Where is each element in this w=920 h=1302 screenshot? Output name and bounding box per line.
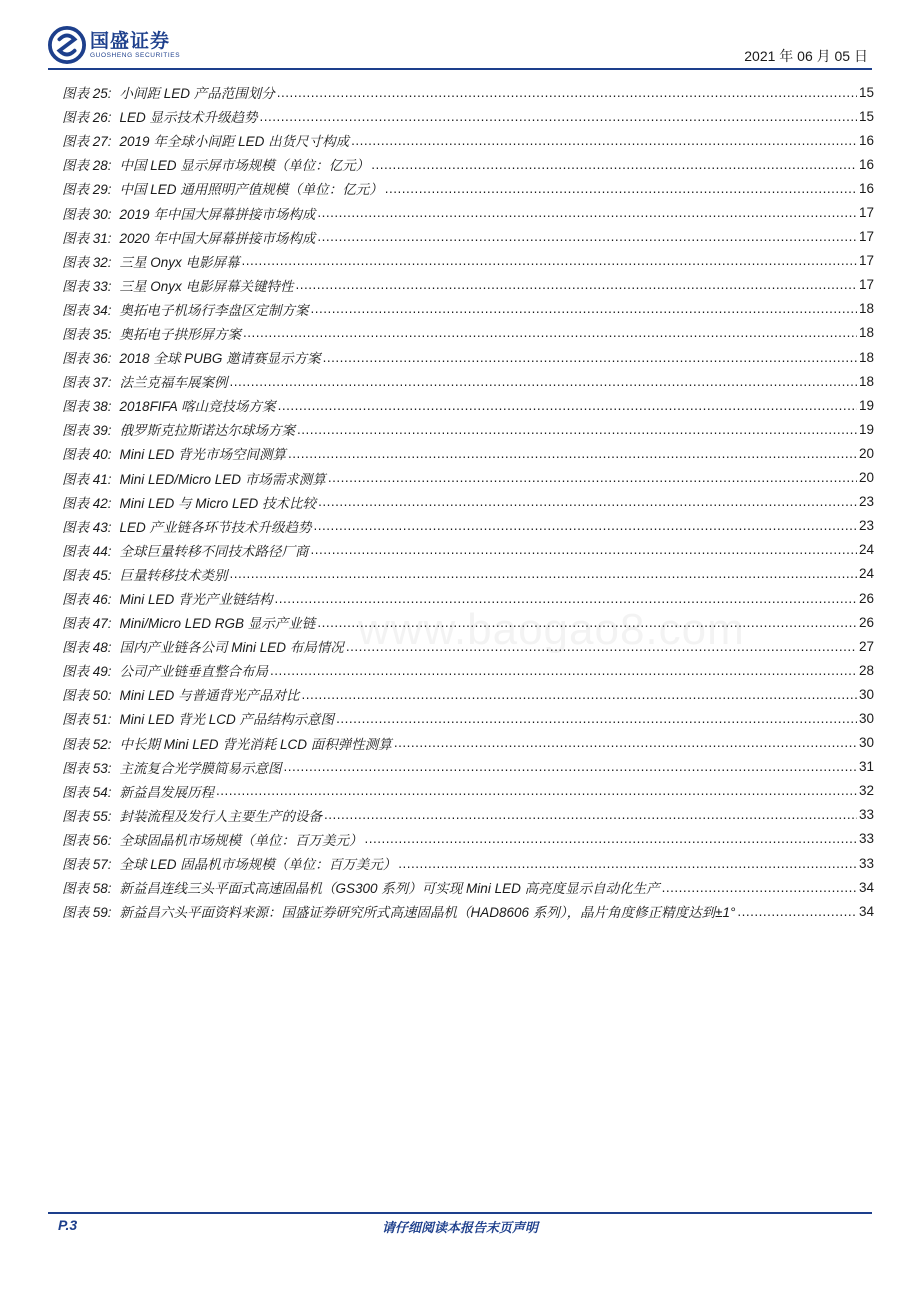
toc-entry-page: 33 [858, 831, 874, 847]
toc-entry[interactable] [62, 755, 874, 779]
toc-entry-title: 中长期 Mini LED 背光消耗 LCD 面积弹性测算 [119, 736, 392, 752]
toc-entry-page: 17 [858, 253, 874, 269]
toc-entry-page: 30 [858, 710, 874, 726]
toc-dot-leader [275, 591, 857, 606]
toc-entry[interactable] [62, 393, 874, 417]
toc-entry-page: 26 [858, 590, 874, 606]
toc-dot-leader [230, 374, 857, 389]
table-of-figures [62, 80, 874, 923]
toc-dot-leader [662, 880, 857, 895]
toc-entry-number: 图表 46: [62, 592, 112, 608]
toc-entry[interactable] [62, 682, 874, 706]
toc-entry-number: 图表 34: [62, 302, 112, 318]
toc-dot-leader [296, 277, 857, 292]
toc-dot-leader [311, 301, 857, 316]
toc-dot-leader [324, 807, 857, 822]
toc-entry-title: 全球巨量转移不同技术路径厂商 [119, 543, 309, 559]
toc-dot-leader [317, 205, 857, 220]
toc-entry-title: 三星 Onyx 电影屏幕 [119, 254, 240, 270]
toc-entry-page: 34 [858, 879, 874, 895]
toc-dot-leader [318, 494, 857, 509]
toc-entry[interactable] [62, 827, 874, 851]
toc-entry[interactable] [62, 803, 874, 827]
toc-entry[interactable] [62, 441, 874, 465]
toc-entry-title: 2019 年全球小间距 LED 出货尺寸构成 [119, 134, 350, 150]
toc-dot-leader [351, 133, 857, 148]
toc-entry[interactable] [62, 225, 874, 249]
toc-entry[interactable] [62, 731, 874, 755]
toc-dot-leader [371, 157, 857, 172]
toc-entry-title: 公司产业链垂直整合布局 [119, 664, 269, 680]
toc-entry[interactable] [62, 152, 874, 176]
toc-entry[interactable] [62, 369, 874, 393]
toc-entry[interactable] [62, 899, 874, 923]
toc-entry-number: 图表 38: [62, 399, 112, 415]
toc-dot-leader [270, 663, 857, 678]
toc-entry-title: 新益昌六头平面资料来源：国盛证券研究所式高速固晶机（HAD8606 系列），晶片角度修正精度达到±1° [119, 905, 736, 921]
toc-dot-leader [284, 759, 857, 774]
toc-entry-title: 2018FIFA 喀山竞技场方案 [119, 399, 276, 415]
toc-entry-number: 图表 28: [62, 158, 112, 174]
toc-entry-number: 图表 48: [62, 640, 112, 656]
toc-entry-title: 巨量转移技术类别 [119, 567, 228, 583]
toc-dot-leader [328, 470, 857, 485]
toc-entry-title: 国内产业链各公司 Mini LED 布局情况 [119, 640, 344, 656]
page-header [48, 26, 872, 66]
toc-entry-title: 小间距 LED 产品范围划分 [119, 86, 275, 102]
toc-entry-page: 18 [858, 373, 874, 389]
toc-entry-page: 17 [858, 205, 874, 221]
toc-entry-page: 30 [858, 735, 874, 751]
toc-dot-leader [297, 422, 857, 437]
toc-dot-leader [311, 542, 857, 557]
toc-dot-leader [317, 615, 857, 630]
page-number: P.3 [58, 1217, 78, 1233]
toc-entry-title: 奥拓电子机场行李盘区定制方案 [119, 302, 309, 318]
toc-entry-page: 20 [858, 445, 874, 461]
toc-entry[interactable] [62, 80, 874, 104]
toc-entry-title: Mini LED 背光 LCD 产品结构示意图 [119, 712, 335, 728]
toc-entry-number: 图表 52: [62, 736, 112, 752]
toc-entry-page: 24 [858, 566, 874, 582]
toc-entry[interactable] [62, 851, 874, 875]
toc-entry-page: 33 [858, 855, 874, 871]
brand-name-cn: 国盛证券 [90, 30, 171, 52]
toc-entry-title: 2018 全球 PUBG 邀请赛显示方案 [119, 351, 321, 367]
toc-entry-number: 图表 35: [62, 326, 112, 342]
toc-dot-leader [242, 253, 857, 268]
toc-dot-leader [243, 325, 857, 340]
toc-entry-title: Mini LED 与 Micro LED 技术比较 [119, 495, 317, 511]
toc-entry-page: 17 [858, 229, 874, 245]
toc-entry[interactable] [62, 321, 874, 345]
toc-entry-page: 31 [858, 759, 874, 775]
toc-entry-page: 30 [858, 686, 874, 702]
toc-entry-number: 图表 33: [62, 278, 112, 294]
toc-entry-number: 图表 44: [62, 543, 112, 559]
toc-entry-number: 图表 31: [62, 230, 112, 246]
toc-entry[interactable] [62, 779, 874, 803]
toc-entry[interactable] [62, 417, 874, 441]
toc-entry[interactable] [62, 297, 874, 321]
toc-entry-number: 图表 27: [62, 134, 112, 150]
toc-entry-title: Mini/Micro LED RGB 显示产业链 [119, 616, 316, 632]
toc-entry-number: 图表 43: [62, 519, 112, 535]
toc-entry[interactable] [62, 634, 874, 658]
toc-entry-title: 2020 年中国大屏幕拼接市场构成 [119, 230, 316, 246]
toc-entry-page: 16 [858, 180, 874, 196]
toc-entry-title: LED 产业链各环节技术升级趋势 [119, 519, 312, 535]
toc-dot-leader [365, 831, 857, 846]
toc-entry-page: 16 [858, 132, 874, 148]
toc-entry-number: 图表 40: [62, 447, 112, 463]
toc-entry-page: 20 [858, 470, 874, 486]
toc-entry[interactable] [62, 176, 874, 200]
brand-logo [48, 26, 180, 64]
toc-entry-page: 15 [858, 84, 874, 100]
toc-entry-title: 俄罗斯克拉斯诺达尔球场方案 [119, 423, 296, 439]
toc-entry[interactable] [62, 128, 874, 152]
toc-entry-title: 三星 Onyx 电影屏幕关键特性 [119, 278, 294, 294]
toc-dot-leader [323, 350, 857, 365]
toc-entry-title: Mini LED/Micro LED 市场需求测算 [119, 471, 326, 487]
toc-dot-leader [398, 856, 857, 871]
toc-entry-number: 图表 32: [62, 254, 112, 270]
toc-dot-leader [216, 783, 857, 798]
toc-entry-number: 图表 58: [62, 881, 112, 897]
toc-entry[interactable] [62, 610, 874, 634]
toc-entry-number: 图表 30: [62, 206, 112, 222]
toc-entry-page: 24 [858, 542, 874, 558]
toc-dot-leader [288, 446, 857, 461]
toc-entry-title: 主流复合光学膜简易示意图 [119, 760, 282, 776]
toc-dot-leader [278, 398, 857, 413]
toc-dot-leader [317, 229, 857, 244]
toc-dot-leader [394, 735, 857, 750]
toc-entry-number: 图表 36: [62, 351, 112, 367]
toc-entry-title: 中国 LED 通用照明产值规模（单位：亿元） [119, 182, 383, 198]
toc-entry-title: LED 显示技术升级趋势 [119, 110, 258, 126]
toc-entry-page: 18 [858, 325, 874, 341]
toc-entry-number: 图表 57: [62, 857, 112, 873]
toc-entry-page: 19 [858, 397, 874, 413]
toc-entry-page: 15 [858, 108, 874, 124]
toc-entry-title: 全球 LED 固晶机市场规模（单位：百万美元） [119, 857, 397, 873]
toc-dot-leader [385, 181, 857, 196]
toc-entry-number: 图表 29: [62, 182, 112, 198]
toc-entry-number: 图表 49: [62, 664, 112, 680]
toc-entry-number: 图表 42: [62, 495, 112, 511]
toc-entry-title: 中国 LED 显示屏市场规模（单位：亿元） [119, 158, 370, 174]
toc-entry-page: 16 [858, 156, 874, 172]
toc-entry-number: 图表 56: [62, 832, 112, 848]
toc-entry-number: 图表 59: [62, 905, 112, 921]
toc-entry-number: 图表 26: [62, 110, 112, 126]
footer-divider [48, 1212, 872, 1214]
toc-entry[interactable] [62, 538, 874, 562]
header-divider [48, 68, 872, 70]
toc-entry-title: Mini LED 背光产业链结构 [119, 592, 273, 608]
toc-entry-page: 33 [858, 807, 874, 823]
toc-entry-title: 新益昌连线三头平面式高速固晶机（GS300 系列）可实现 Mini LED 高亮度显示自动化生产 [119, 881, 660, 897]
toc-entry[interactable] [62, 562, 874, 586]
toc-dot-leader [737, 904, 857, 919]
toc-entry-title: 新益昌发展历程 [119, 784, 215, 800]
toc-entry-number: 图表 47: [62, 616, 112, 632]
toc-entry-title: 2019 年中国大屏幕拼接市场构成 [119, 206, 316, 222]
toc-entry[interactable] [62, 514, 874, 538]
toc-dot-leader [302, 687, 857, 702]
toc-entry-title: 奥拓电子拱形屏方案 [119, 326, 242, 342]
toc-entry[interactable] [62, 490, 874, 514]
watermark: www.baogao8.com [358, 605, 745, 654]
toc-entry-page: 19 [858, 421, 874, 437]
toc-dot-leader [314, 518, 857, 533]
toc-entry-number: 图表 41: [62, 471, 112, 487]
toc-dot-leader [260, 109, 857, 124]
toc-entry[interactable] [62, 586, 874, 610]
toc-entry-page: 32 [858, 783, 874, 799]
toc-entry-title: 封装流程及发行人主要生产的设备 [119, 808, 323, 824]
toc-entry-page: 18 [858, 301, 874, 317]
toc-entry-title: 全球固晶机市场规模（单位：百万美元） [119, 832, 363, 848]
toc-entry[interactable] [62, 466, 874, 490]
disclaimer-notice: 请仔细阅读本报告末页声明 [381, 1221, 538, 1236]
toc-entry[interactable] [62, 200, 874, 224]
toc-entry[interactable] [62, 875, 874, 899]
toc-entry-number: 图表 39: [62, 423, 112, 439]
toc-entry-page: 26 [858, 614, 874, 630]
toc-entry-number: 图表 53: [62, 760, 112, 776]
toc-entry-number: 图表 25: [62, 86, 112, 102]
toc-dot-leader [336, 711, 857, 726]
toc-entry-number: 图表 55: [62, 808, 112, 824]
toc-entry[interactable] [62, 658, 874, 682]
toc-entry-page: 28 [858, 662, 874, 678]
toc-entry-title: Mini LED 与普通背光产品对比 [119, 688, 300, 704]
brand-name-en: GUOSHENG SECURITIES [90, 52, 181, 59]
toc-entry-number: 图表 54: [62, 784, 112, 800]
toc-entry[interactable] [62, 273, 874, 297]
toc-entry-number: 图表 37: [62, 375, 112, 391]
toc-entry-title: Mini LED 背光市场空间测算 [119, 447, 287, 463]
toc-entry-page: 18 [858, 349, 874, 365]
toc-entry-number: 图表 50: [62, 688, 112, 704]
toc-entry[interactable] [62, 706, 874, 730]
toc-entry[interactable] [62, 104, 874, 128]
toc-entry-title: 法兰克福车展案例 [119, 375, 228, 391]
toc-entry-page: 27 [858, 638, 874, 654]
toc-dot-leader [230, 566, 857, 581]
report-date: 2021 年 06 月 05 日 [744, 48, 868, 64]
toc-entry-page: 23 [858, 518, 874, 534]
toc-entry-page: 17 [858, 277, 874, 293]
toc-entry[interactable] [62, 249, 874, 273]
toc-entry-page: 34 [858, 903, 874, 919]
toc-dot-leader [346, 639, 857, 654]
toc-entry-number: 图表 51: [62, 712, 112, 728]
toc-entry-number: 图表 45: [62, 567, 112, 583]
toc-entry[interactable] [62, 345, 874, 369]
guosheng-logo-icon [48, 26, 86, 64]
toc-entry-page: 23 [858, 494, 874, 510]
toc-dot-leader [277, 85, 857, 100]
